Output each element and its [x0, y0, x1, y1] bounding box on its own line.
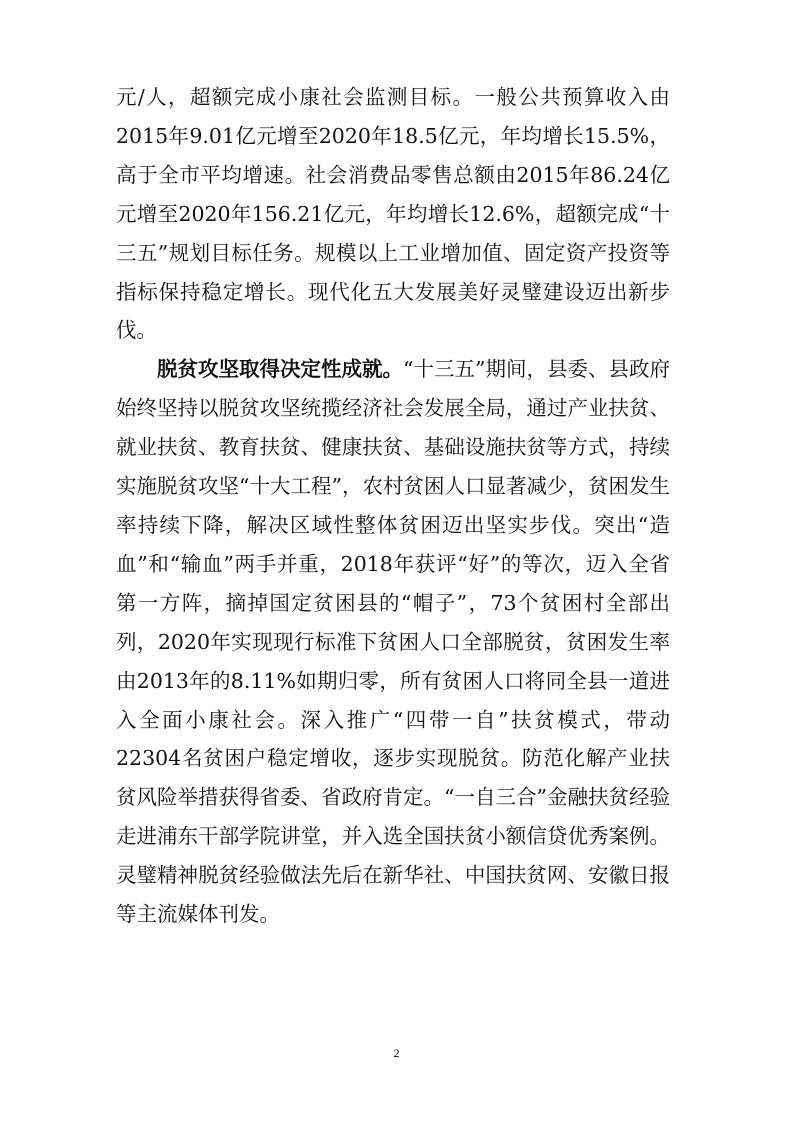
page-number: 2 — [393, 1046, 400, 1060]
paragraph-text: 元/人，超额完成小康社会监测目标。一般公共预算收入由2015年9.01亿元增至2020年18.5亿元，年均增长15.5%，高于全市平均增速。社会消费品零售总额由2015年86.24亿元增至2020年156.21亿元，年均增长12.6%，超额完成“十三五”规划目标任务。规模以上工业增加值、固定资产投资等指标保持稳定增长。现代化五大发展美好灵璧建设迈出新步伐。 — [116, 85, 670, 343]
paragraph-text: “十三五”期间，县委、县政府始终坚持以脱贫攻坚统揽经济社会发展全局，通过产业扶贫、就业扶贫、教育扶贫、健康扶贫、基础设施扶贫等方式，持续实施脱贫攻坚“十大工程”，农村贫困人口显著减少，贫困发生率持续下降，解决区域性整体贫困迈出坚实步伐。突出“造血”和“输血”两手并重，2018年获评“好”的等次，迈入全省第一方阵，摘掉国定贫困县的“帽子”，73个贫困村全部出列，2020年实现现行标准下贫困人口全部脱贫，贫困发生率由2013年的8.11%如期归零，所有贫困人口将同全县一道进入全面小康社会。深入推广“四带一自”扶贫模式，带动22304名贫困户稳定增收，逐步实现脱贫。防范化解产业扶贫风险举措获得省委、省政府肯定。“一自三合”金融扶贫经验走进浦东干部学院讲堂，并入选全国扶贫小额信贷优秀案例。灵璧精神脱贫经验做法先后在新华社、中国扶贫网、安徽日报等主流媒体刊发。 — [116, 357, 670, 927]
document-body — [116, 78, 670, 934]
paragraph-continuation — [116, 78, 670, 350]
paragraph-poverty-alleviation — [116, 350, 670, 934]
paragraph-lead-heading: 脱贫攻坚取得决定性成就。 — [157, 357, 404, 382]
